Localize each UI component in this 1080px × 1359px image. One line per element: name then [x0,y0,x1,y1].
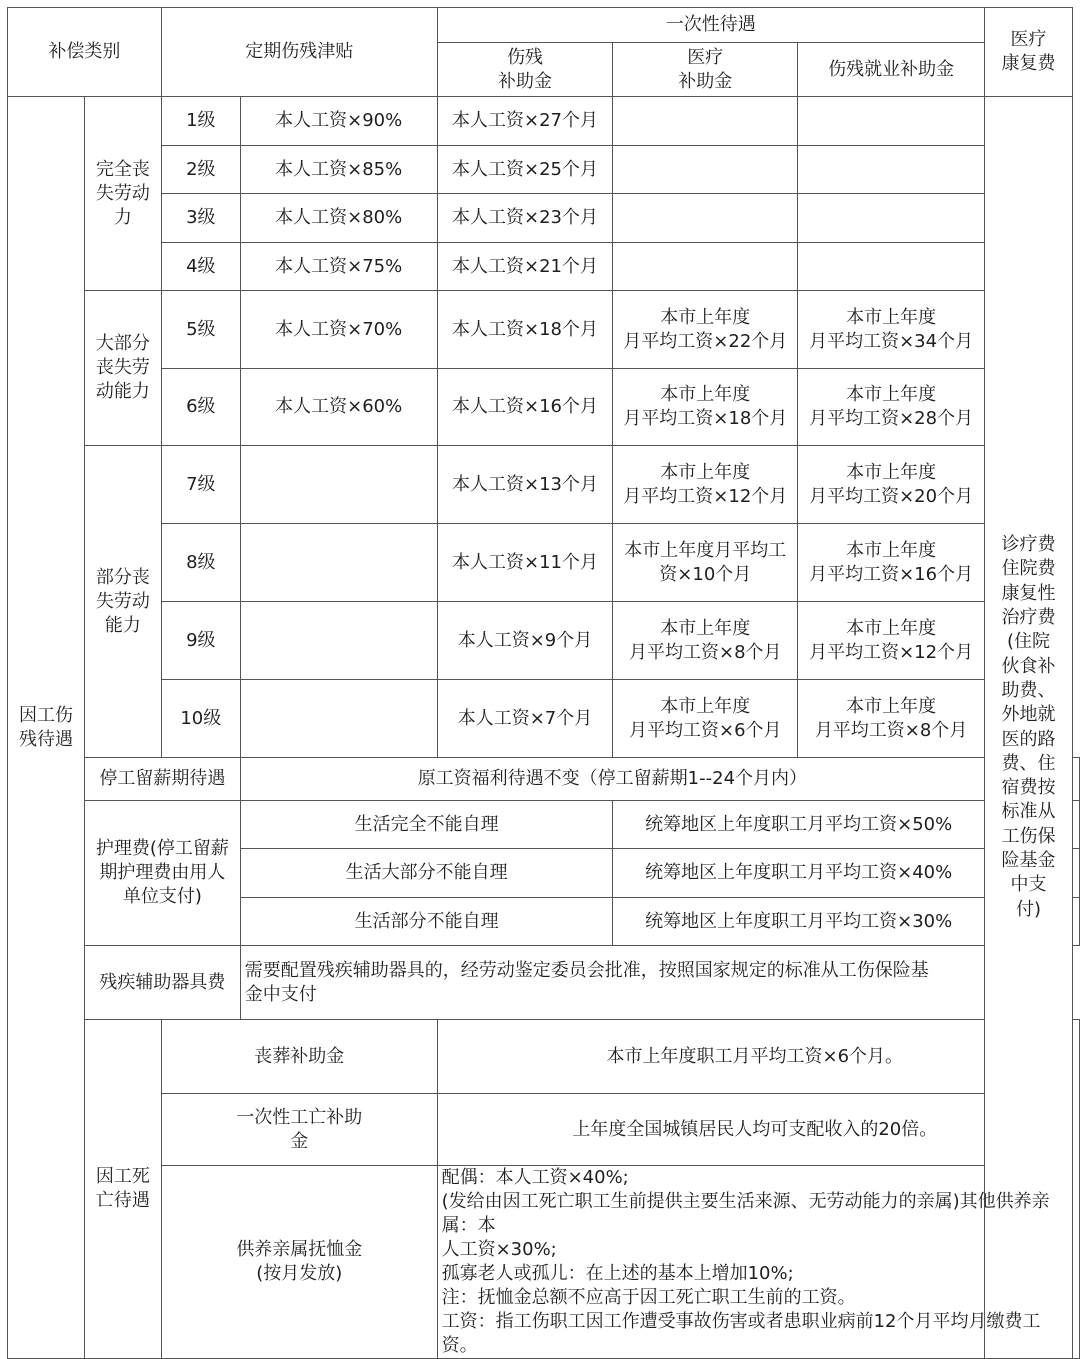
grade-cell: 1级 [161,97,240,146]
medical-cell: 本市上年度 月平均工资×8个月 [613,602,798,680]
compensation-table [7,7,1080,1359]
allowance-cell [240,524,437,602]
suspension-value: 原工资福利待遇不变（停工留薪期1--24个月内） [240,758,984,801]
subsidy-cell: 本人工资×16个月 [437,369,613,446]
empty-cell [1073,758,1080,801]
employment-cell: 本市上年度 月平均工资×8个月 [798,680,985,758]
subsidy-cell: 本人工资×11个月 [437,524,613,602]
disability-category: 因工伤 残待遇 [8,97,85,1359]
empty-cell [1073,801,1080,849]
employment-cell: 本市上年度 月平均工资×20个月 [798,446,985,524]
aids-value: 需要配置残疾辅助器具的，经劳动鉴定委员会批准，按照国家规定的标准从工伤保险基 金中支付 [240,946,1072,1020]
nursing-value: 统筹地区上年度职工月平均工资×30% [613,898,985,946]
pension-value: 配偶：本人工资×40%; (发给由因工死亡职工生前提供主要生活来源、无劳动能力的亲属)其他供养亲属：本 人工资×30%; 孤寡老人或孤儿：在上述的基本上增加10%; 注：抚恤金总额不应高于因工死亡职工生前的工资。 工资：指工伤职工因工作遭受事故伤害或者患职业病前12个月平均月缴费工资。 [437,1166,1072,1359]
nursing-level: 生活部分不能自理 [240,898,613,946]
lump-death-label: 一次性工亡补助 金 [161,1094,437,1166]
subsidy-cell: 本人工资×9个月 [437,602,613,680]
medical-cell: 本市上年度 月平均工资×6个月 [613,680,798,758]
grade-cell: 8级 [161,524,240,602]
header-lump-sum: 一次性待遇 [437,8,984,43]
grade-cell: 9级 [161,602,240,680]
medical-cell [613,146,798,194]
table-row [8,1094,1080,1166]
table-row [8,291,1080,369]
nursing-value: 统筹地区上年度职工月平均工资×40% [613,849,985,898]
employment-cell [798,243,985,291]
grade-cell: 10级 [161,680,240,758]
table-row [8,680,1080,758]
medical-cell [613,243,798,291]
allowance-cell: 本人工资×60% [240,369,437,446]
allowance-cell: 本人工资×75% [240,243,437,291]
medical-cell: 本市上年度 月平均工资×12个月 [613,446,798,524]
allowance-cell: 本人工资×80% [240,194,437,243]
subsidy-cell: 本人工资×13个月 [437,446,613,524]
group-major-loss: 大部分 丧失劳 动能力 [84,291,161,446]
table-row [8,194,1080,243]
employment-cell: 本市上年度 月平均工资×12个月 [798,602,985,680]
employment-cell: 本市上年度 月平均工资×28个月 [798,369,985,446]
table-row [8,1166,1080,1359]
header-employment-subsidy: 伤残就业补助金 [798,43,985,97]
allowance-cell: 本人工资×90% [240,97,437,146]
medical-cell: 本市上年度月平均工 资×10个月 [613,524,798,602]
empty-cell [1073,898,1080,946]
empty-cell [1073,849,1080,898]
allowance-cell [240,680,437,758]
table-row [8,524,1080,602]
medical-cell: 本市上年度 月平均工资×18个月 [613,369,798,446]
funeral-label: 丧葬补助金 [161,1020,437,1094]
table-row [8,446,1080,524]
grade-cell: 6级 [161,369,240,446]
grade-cell: 2级 [161,146,240,194]
funeral-value: 本市上年度职工月平均工资×6个月。 [437,1020,1072,1094]
nursing-value: 统筹地区上年度职工月平均工资×50% [613,801,985,849]
subsidy-cell: 本人工资×18个月 [437,291,613,369]
medical-rehab-cell: 诊疗费 住院费 康复性 治疗费 (住院 伙食补 助费、 外地就 医的路 费、住 宿费按 标准从 工伤保 险基金 中支 付) [984,97,1072,1359]
table-row [8,97,1080,146]
header-periodic-allowance: 定期伤残津贴 [161,8,437,97]
table-row [8,602,1080,680]
grade-cell: 5级 [161,291,240,369]
header-row [8,8,1080,43]
employment-cell: 本市上年度 月平均工资×34个月 [798,291,985,369]
header-medical-rehab: 医疗 康复费 [984,8,1072,97]
table-row [8,146,1080,194]
empty-cell [1073,1020,1080,1359]
allowance-cell [240,602,437,680]
header-disability-subsidy: 伤残 补助金 [437,43,613,97]
group-partial-loss: 部分丧 失劳动 能力 [84,446,161,758]
table-row [8,801,1080,849]
grade-cell: 7级 [161,446,240,524]
allowance-cell: 本人工资×85% [240,146,437,194]
table-row [8,1020,1080,1094]
pension-label: 供养亲属抚恤金 (按月发放) [161,1166,437,1359]
subsidy-cell: 本人工资×7个月 [437,680,613,758]
allowance-cell [240,446,437,524]
medical-cell [613,97,798,146]
allowance-cell: 本人工资×70% [240,291,437,369]
death-category: 因工死 亡待遇 [84,1020,161,1359]
medical-cell: 本市上年度 月平均工资×22个月 [613,291,798,369]
group-total-loss: 完全丧 失劳动 力 [84,97,161,291]
grade-cell: 3级 [161,194,240,243]
employment-cell [798,194,985,243]
table-row [8,946,1080,1020]
nursing-label: 护理费(停工留薪 期护理费由用人 单位支付) [84,801,240,946]
table-row [8,243,1080,291]
suspension-label: 停工留薪期待遇 [84,758,240,801]
header-medical-subsidy: 医疗 补助金 [613,43,798,97]
table-row [8,369,1080,446]
subsidy-cell: 本人工资×25个月 [437,146,613,194]
table-row [8,758,1080,801]
lump-death-value: 上年度全国城镇居民人均可支配收入的20倍。 [437,1094,1072,1166]
subsidy-cell: 本人工资×21个月 [437,243,613,291]
subsidy-cell: 本人工资×27个月 [437,97,613,146]
nursing-level: 生活大部分不能自理 [240,849,613,898]
grade-cell: 4级 [161,243,240,291]
subsidy-cell: 本人工资×23个月 [437,194,613,243]
employment-cell [798,97,985,146]
header-category: 补偿类别 [8,8,162,97]
aids-label: 残疾辅助器具费 [84,946,240,1020]
employment-cell [798,146,985,194]
employment-cell: 本市上年度 月平均工资×16个月 [798,524,985,602]
nursing-level: 生活完全不能自理 [240,801,613,849]
medical-cell [613,194,798,243]
